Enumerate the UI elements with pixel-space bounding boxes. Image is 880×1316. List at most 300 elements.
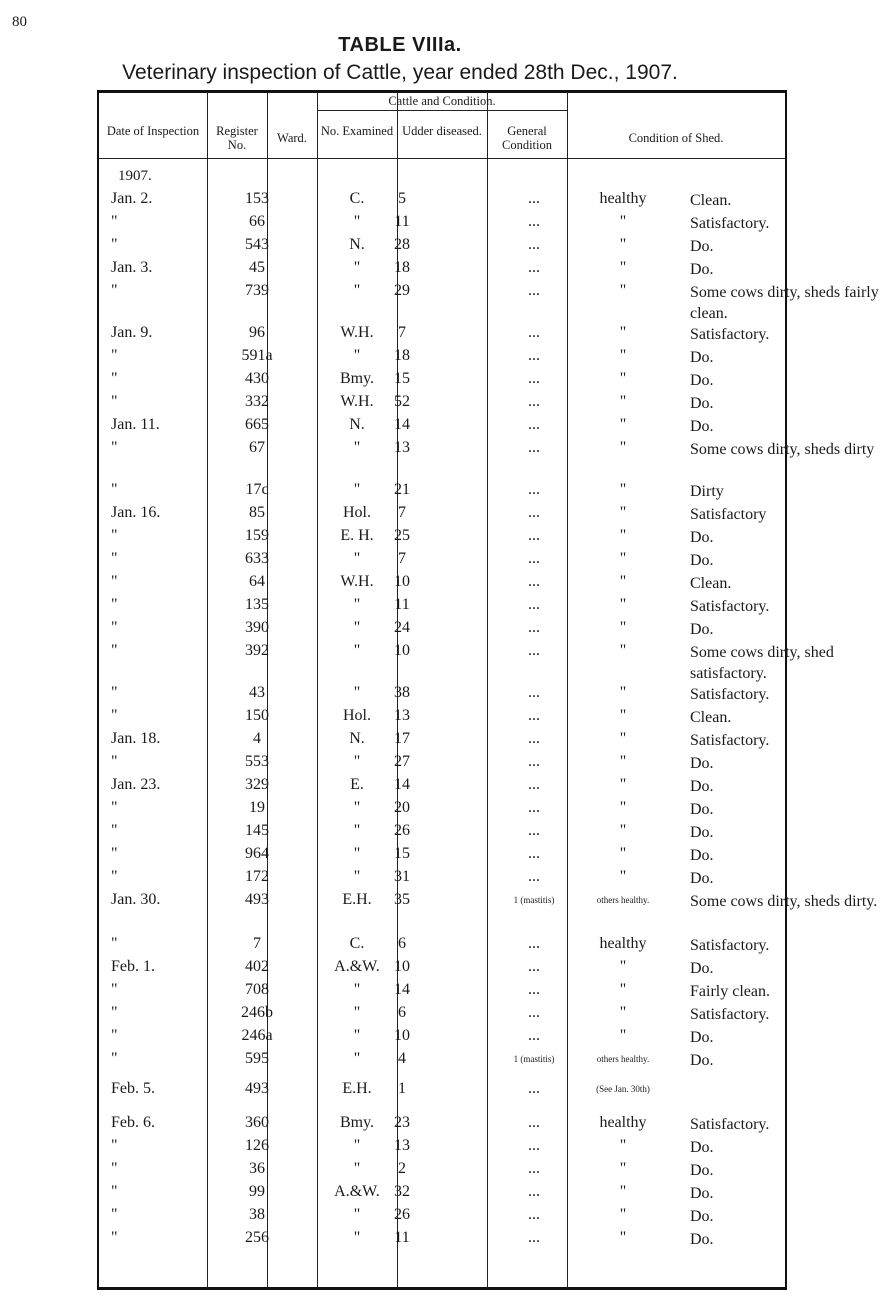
table-row: [99, 958, 785, 981]
table-row: [99, 799, 785, 822]
header-cattle-condition: Cattle and Condition.: [388, 94, 496, 108]
cell-gen: ": [619, 1160, 627, 1177]
cell-gen: ": [619, 347, 627, 364]
cell-no: 1: [398, 1080, 406, 1097]
cell-date: ": [111, 236, 118, 253]
cell-no: 25: [394, 527, 410, 544]
cell-udder: 1 (mastitis): [513, 1054, 555, 1064]
cell-reg: 135: [245, 596, 269, 613]
cell-ward: E.: [350, 776, 364, 793]
cell-ward: ": [353, 642, 361, 659]
cell-udder: ...: [528, 1206, 540, 1223]
cell-udder: ...: [528, 958, 540, 975]
cell-no: 13: [394, 1137, 410, 1154]
cell-no: 29: [394, 282, 410, 299]
cell-date: Jan. 2.: [111, 190, 153, 207]
cell-ward: E. H.: [340, 527, 374, 544]
table-row: [99, 550, 785, 573]
cell-ward: ": [353, 1004, 361, 1021]
table-row: [99, 1080, 785, 1114]
cell-shed: Satisfactory.: [690, 215, 770, 232]
cell-shed: Do.: [690, 1029, 714, 1046]
cell-gen: ": [619, 259, 627, 276]
header-date: Date of Inspection: [106, 124, 200, 138]
cell-shed: Some cows dirty, sheds fairly clean.: [690, 284, 879, 322]
cell-no: 21: [394, 481, 410, 498]
cell-shed: Do.: [690, 1139, 714, 1156]
cell-ward: ": [353, 799, 361, 816]
cell-ward: Bmy.: [339, 370, 375, 387]
table-row: [99, 753, 785, 776]
cell-gen: ": [619, 1004, 627, 1021]
table-row: [99, 324, 785, 347]
cell-gen: ": [619, 707, 627, 724]
cell-no: 7: [398, 504, 406, 521]
cell-reg: 591a: [241, 347, 273, 364]
header-examined: No. Examined: [320, 124, 394, 138]
table-row: [99, 527, 785, 550]
table-row: [99, 504, 785, 527]
table-row: [99, 393, 785, 416]
cell-reg: 332: [245, 393, 269, 410]
cell-reg: 159: [245, 527, 269, 544]
cell-gen: ": [619, 619, 627, 636]
cell-udder: 1 (mastitis): [513, 895, 555, 905]
cell-reg: 633: [245, 550, 269, 567]
cell-shed: Do.: [690, 801, 714, 818]
cell-date: ": [111, 684, 118, 701]
header-shed: Condition of Shed.: [628, 131, 724, 145]
cell-udder: ...: [528, 416, 540, 433]
cell-ward: A.&W.: [334, 958, 380, 975]
cell-shed: Some cows dirty, sheds dirty.: [690, 893, 878, 910]
table-row: [99, 642, 834, 684]
cell-udder: ...: [528, 1229, 540, 1246]
cell-shed: Satisfactory.: [690, 1006, 770, 1023]
cell-shed: Do.: [690, 778, 714, 795]
cell-date: Feb. 1.: [111, 958, 155, 975]
cell-ward: ": [353, 1160, 361, 1177]
cell-reg: 7: [253, 935, 261, 952]
cell-gen: ": [619, 504, 627, 521]
cell-udder: ...: [528, 1160, 540, 1177]
cell-reg: 153: [245, 190, 269, 207]
cell-gen: ": [619, 753, 627, 770]
cell-gen: ": [619, 416, 627, 433]
cell-reg: 99: [249, 1183, 265, 1200]
cell-udder: ...: [528, 1027, 540, 1044]
cell-gen: others healthy.: [596, 895, 650, 905]
table-body: [99, 190, 879, 1252]
cell-reg: 246b: [241, 1004, 273, 1021]
cell-reg: 67: [249, 439, 265, 456]
cell-date: Jan. 3.: [111, 259, 153, 276]
cell-no: 10: [394, 573, 410, 590]
cell-date: ": [111, 282, 118, 299]
cell-ward: N.: [349, 236, 365, 253]
cell-reg: 392: [245, 642, 269, 659]
cell-shed: Do.: [690, 621, 714, 638]
cell-date: ": [111, 1229, 118, 1246]
cell-reg: 96: [249, 324, 265, 341]
cell-ward: ": [353, 822, 361, 839]
cell-shed: Do.: [690, 870, 714, 887]
cell-reg: 329: [245, 776, 269, 793]
table-row: [99, 573, 785, 596]
cell-ward: Hol.: [343, 504, 371, 521]
cell-ward: ": [353, 868, 361, 885]
cell-no: 13: [394, 707, 410, 724]
cell-ward: ": [353, 1206, 361, 1223]
cell-reg: 402: [245, 958, 269, 975]
table-row: [99, 1229, 785, 1252]
table-row: [99, 481, 785, 504]
cell-udder: ...: [528, 845, 540, 862]
table-row: [99, 282, 879, 324]
cell-ward: N.: [349, 730, 365, 747]
cell-gen: ": [619, 596, 627, 613]
cell-udder: ...: [528, 439, 540, 456]
cell-gen: ": [619, 822, 627, 839]
cell-date: ": [111, 550, 118, 567]
cell-gen: ": [619, 370, 627, 387]
cell-shed: Fairly clean.: [690, 983, 770, 1000]
cell-ward: ": [353, 1229, 361, 1246]
cell-gen: others healthy.: [596, 1054, 650, 1064]
cell-date: ": [111, 1160, 118, 1177]
cell-ward: W.H.: [340, 324, 374, 341]
cell-reg: 708: [245, 981, 269, 998]
cell-ward: Hol.: [343, 707, 371, 724]
table-row: [99, 822, 785, 845]
cell-udder: ...: [528, 527, 540, 544]
cell-gen: ": [619, 868, 627, 885]
cell-date: Jan. 16.: [111, 504, 161, 521]
cell-shed: Do.: [690, 1231, 714, 1248]
cell-date: ": [111, 527, 118, 544]
cell-reg: 4: [253, 730, 261, 747]
cell-udder: ...: [528, 799, 540, 816]
cell-shed: Clean.: [690, 575, 732, 592]
table-row: [99, 347, 785, 370]
cell-ward: E.H.: [342, 891, 372, 908]
cell-reg: 256: [245, 1229, 269, 1246]
cell-gen: ": [619, 573, 627, 590]
cell-date: ": [111, 596, 118, 613]
header-rule: [317, 110, 567, 111]
cell-shed: Do.: [690, 960, 714, 977]
cell-gen: ": [619, 958, 627, 975]
cell-gen: healthy: [599, 935, 647, 952]
cell-gen: ": [619, 1183, 627, 1200]
cell-reg: 45: [249, 259, 265, 276]
cell-shed: Satisfactory.: [690, 598, 770, 615]
cell-shed: Do.: [690, 261, 714, 278]
cell-udder: ...: [528, 1183, 540, 1200]
cell-reg: 38: [249, 1206, 265, 1223]
cell-no: 14: [394, 416, 410, 433]
cell-shed: Clean.: [690, 709, 732, 726]
cell-gen: ": [619, 642, 627, 659]
header-register: Register No.: [216, 124, 258, 152]
table-row: [99, 1206, 785, 1229]
cell-reg: 85: [249, 504, 265, 521]
cell-no: 27: [394, 753, 410, 770]
cell-udder: ...: [528, 190, 540, 207]
table-row: [99, 259, 785, 282]
table-row: [99, 213, 785, 236]
cell-udder: ...: [528, 550, 540, 567]
header-udder: Udder diseased.: [402, 124, 482, 138]
cell-gen: healthy: [599, 190, 647, 207]
cell-reg: 17c: [245, 481, 269, 498]
cell-date: ": [111, 822, 118, 839]
cell-no: 32: [394, 1183, 410, 1200]
cell-udder: ...: [528, 684, 540, 701]
table-row: [99, 684, 785, 707]
cell-shed: Satisfactory.: [690, 686, 770, 703]
cell-ward: ": [353, 347, 361, 364]
cell-udder: ...: [528, 1137, 540, 1154]
table-row: [99, 891, 878, 935]
cell-shed: Satisfactory: [690, 506, 767, 523]
cell-gen: ": [619, 439, 627, 456]
cell-udder: ...: [528, 596, 540, 613]
table-row: [99, 845, 785, 868]
cell-no: 28: [394, 236, 410, 253]
cell-no: 15: [394, 370, 410, 387]
page-number: 80: [12, 14, 27, 30]
cell-shed: Do.: [690, 238, 714, 255]
cell-gen: ": [619, 845, 627, 862]
cell-no: 11: [394, 1229, 410, 1246]
cell-reg: 493: [245, 1080, 269, 1097]
cell-shed: Do.: [690, 847, 714, 864]
cell-gen: ": [619, 1137, 627, 1154]
cell-date: Jan. 30.: [111, 891, 161, 908]
cell-udder: ...: [528, 393, 540, 410]
cell-udder: ...: [528, 481, 540, 498]
cell-shed: Dirty: [690, 483, 724, 500]
cell-shed: Do.: [690, 824, 714, 841]
cell-reg: 64: [249, 573, 265, 590]
cell-reg: 246a: [241, 1027, 273, 1044]
cell-ward: N.: [349, 416, 365, 433]
cell-udder: ...: [528, 868, 540, 885]
cell-no: 10: [394, 958, 410, 975]
cell-no: 24: [394, 619, 410, 636]
cell-gen: ": [619, 282, 627, 299]
table-row: [99, 1027, 785, 1050]
cell-gen: ": [619, 1206, 627, 1223]
cell-no: 26: [394, 1206, 410, 1223]
cell-date: ": [111, 370, 118, 387]
cell-reg: 543: [245, 236, 269, 253]
cell-no: 14: [394, 981, 410, 998]
cell-no: 11: [394, 213, 410, 230]
table-row: [99, 981, 785, 1004]
cell-date: ": [111, 1206, 118, 1223]
cell-udder: ...: [528, 1080, 540, 1097]
cell-gen: ": [619, 481, 627, 498]
cell-reg: 43: [249, 684, 265, 701]
cell-ward: ": [353, 282, 361, 299]
cell-no: 18: [394, 347, 410, 364]
cell-shed: Satisfactory.: [690, 1116, 770, 1133]
cell-reg: 360: [245, 1114, 269, 1131]
cell-udder: ...: [528, 347, 540, 364]
cell-ward: E.H.: [342, 1080, 372, 1097]
cell-reg: 172: [245, 868, 269, 885]
cell-ward: ": [353, 1050, 361, 1067]
cell-shed: Satisfactory.: [690, 732, 770, 749]
cell-reg: 145: [245, 822, 269, 839]
cell-reg: 665: [245, 416, 269, 433]
cell-shed: Do.: [690, 395, 714, 412]
cell-ward: ": [353, 753, 361, 770]
cell-date: ": [111, 799, 118, 816]
header-general: General Condition: [501, 124, 552, 152]
table-row: [99, 1114, 785, 1137]
cell-gen: ": [619, 1027, 627, 1044]
cell-gen: ": [619, 550, 627, 567]
cell-date: Jan. 18.: [111, 730, 161, 747]
cell-gen: ": [619, 324, 627, 341]
cell-ward: C.: [349, 935, 365, 952]
cell-no: 13: [394, 439, 410, 456]
cell-shed: Do.: [690, 418, 714, 435]
cell-no: 10: [394, 642, 410, 659]
table-row: [99, 190, 785, 213]
cell-date: ": [111, 1183, 118, 1200]
cell-shed: Do.: [690, 1052, 714, 1069]
cell-date: ": [111, 868, 118, 885]
cell-date: ": [111, 573, 118, 590]
cell-udder: ...: [528, 642, 540, 659]
cell-no: 5: [398, 190, 406, 207]
table-row: [99, 730, 785, 753]
cell-shed: Do.: [690, 349, 714, 366]
cell-shed: Do.: [690, 372, 714, 389]
cell-shed: Do.: [690, 529, 714, 546]
cell-date: Feb. 5.: [111, 1080, 155, 1097]
cell-udder: ...: [528, 753, 540, 770]
table-row: [99, 1050, 785, 1080]
cell-no: 15: [394, 845, 410, 862]
table-row: [99, 1137, 785, 1160]
cell-gen: ": [619, 776, 627, 793]
cell-date: ": [111, 347, 118, 364]
cell-shed: Some cows dirty, shed satisfactory.: [690, 644, 834, 682]
cell-ward: ": [353, 684, 361, 701]
cell-shed: Do.: [690, 552, 714, 569]
cell-gen: ": [619, 393, 627, 410]
cell-reg: 36: [249, 1160, 265, 1177]
cell-shed: Satisfactory.: [690, 326, 770, 343]
cell-date: Jan. 9.: [111, 324, 153, 341]
cell-no: 7: [398, 550, 406, 567]
cell-ward: A.&W.: [334, 1183, 380, 1200]
cell-date: ": [111, 213, 118, 230]
cell-gen: ": [619, 981, 627, 998]
cell-gen: ": [619, 799, 627, 816]
cell-udder: ...: [528, 776, 540, 793]
cell-udder: ...: [528, 324, 540, 341]
cell-date: ": [111, 1004, 118, 1021]
table-row: [99, 1004, 785, 1027]
cell-reg: 126: [245, 1137, 269, 1154]
cell-gen: ": [619, 684, 627, 701]
cell-date: ": [111, 845, 118, 862]
cell-udder: ...: [528, 370, 540, 387]
cell-no: 31: [394, 868, 410, 885]
cell-gen: ": [619, 213, 627, 230]
table-row: [99, 776, 785, 799]
cell-date: Jan. 23.: [111, 776, 161, 793]
table-row: [99, 416, 785, 439]
cell-no: 17: [394, 730, 410, 747]
cell-no: 14: [394, 776, 410, 793]
cell-date: ": [111, 935, 118, 952]
cell-date: ": [111, 1050, 118, 1067]
cell-udder: ...: [528, 822, 540, 839]
cell-ward: ": [353, 1027, 361, 1044]
cell-udder: ...: [528, 259, 540, 276]
cell-ward: ": [353, 439, 361, 456]
cell-ward: ": [353, 845, 361, 862]
cell-gen: ": [619, 236, 627, 253]
cell-date: ": [111, 981, 118, 998]
cell-ward: ": [353, 213, 361, 230]
cell-gen: ": [619, 527, 627, 544]
cell-reg: 430: [245, 370, 269, 387]
cell-udder: ...: [528, 707, 540, 724]
cell-shed: Do.: [690, 1185, 714, 1202]
cell-udder: ...: [528, 213, 540, 230]
cell-date: ": [111, 439, 118, 456]
cell-no: 23: [394, 1114, 410, 1131]
cell-no: 35: [394, 891, 410, 908]
cell-reg: 150: [245, 707, 269, 724]
cell-udder: ...: [528, 504, 540, 521]
cell-date: Feb. 6.: [111, 1114, 155, 1131]
cell-ward: C.: [349, 190, 365, 207]
cell-udder: ...: [528, 236, 540, 253]
cell-no: 6: [398, 935, 406, 952]
cell-date: ": [111, 481, 118, 498]
cell-no: 52: [394, 393, 410, 410]
table-row: [99, 619, 785, 642]
cell-reg: 66: [249, 213, 265, 230]
cell-date: ": [111, 393, 118, 410]
cell-reg: 390: [245, 619, 269, 636]
table-row: [99, 935, 785, 958]
cell-ward: ": [353, 259, 361, 276]
cell-shed: Satisfactory.: [690, 937, 770, 954]
cell-ward: ": [353, 481, 361, 498]
cell-ward: ": [353, 596, 361, 613]
cell-no: 26: [394, 822, 410, 839]
cell-udder: ...: [528, 573, 540, 590]
cell-reg: 964: [245, 845, 269, 862]
cell-reg: 739: [245, 282, 269, 299]
cell-shed: Some cows dirty, sheds dirty: [690, 441, 875, 458]
header-ward: Ward.: [277, 131, 307, 145]
table-row: [99, 236, 785, 259]
cell-ward: ": [353, 619, 361, 636]
table-row: [99, 1183, 785, 1206]
cell-udder: ...: [528, 282, 540, 299]
